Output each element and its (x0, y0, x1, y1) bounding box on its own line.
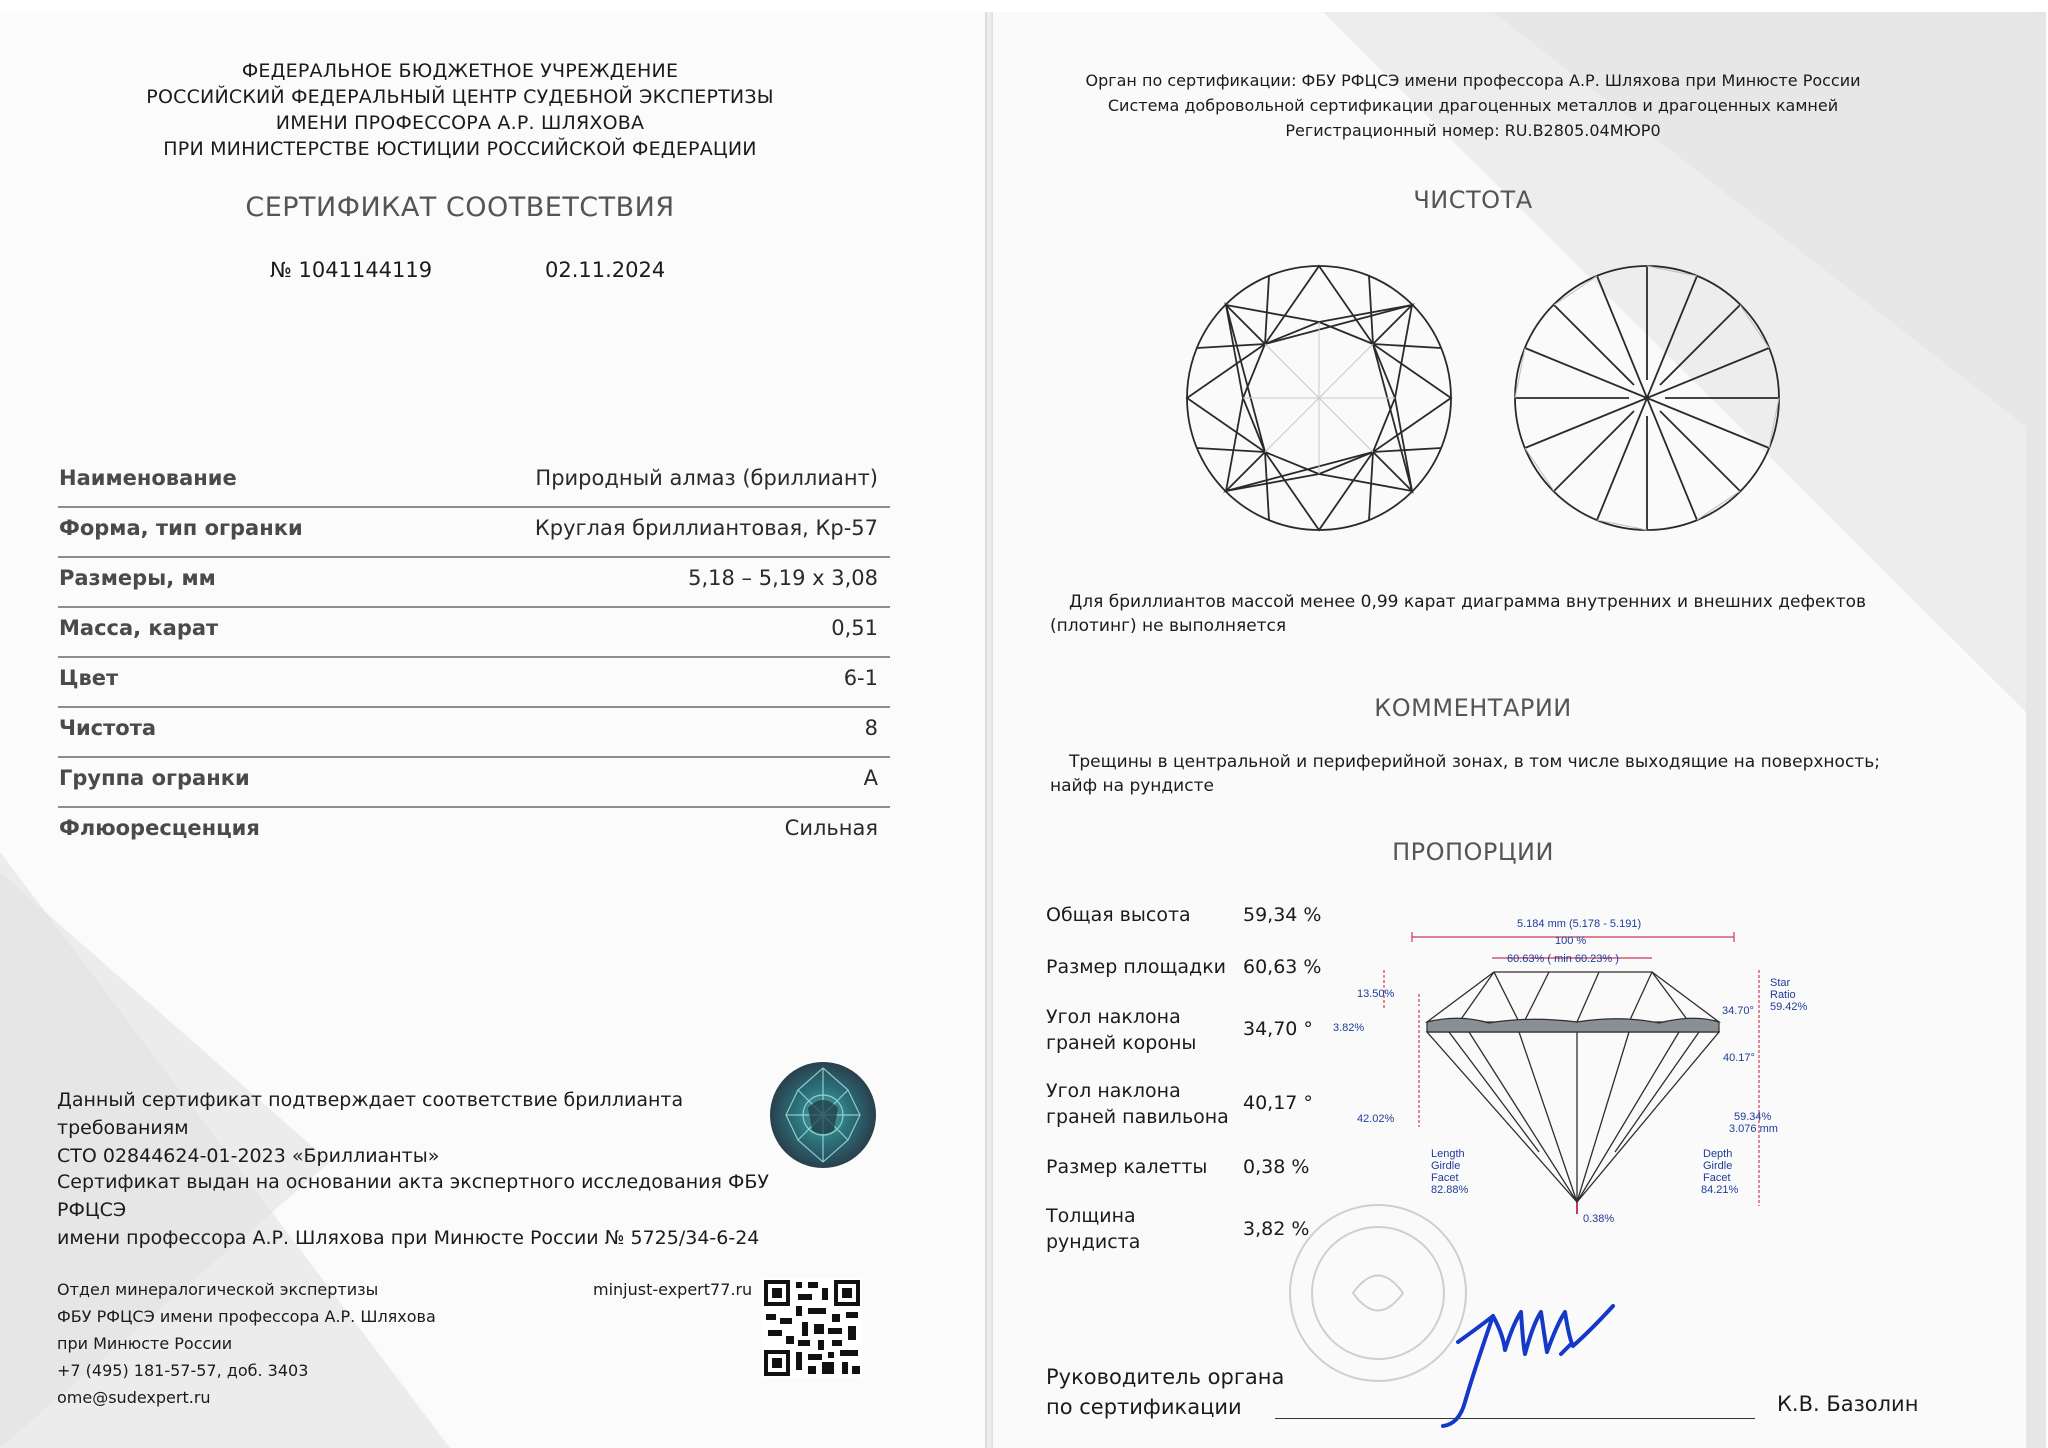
spec-row-dimensions (58, 556, 890, 608)
spec-row-name (58, 456, 890, 508)
handwritten-signature (1413, 1294, 1643, 1434)
spec-value: 0,51 (831, 616, 878, 640)
diamond-crown-diagram (1181, 260, 1457, 536)
diamond-pavilion-diagram (1509, 260, 1785, 536)
spec-label: Группа огранки (59, 766, 250, 790)
spec-row-clarity (58, 706, 890, 758)
prop-value: 3,82 % (1243, 1218, 1310, 1240)
depth-girdle-label: Girdle (1703, 1160, 1733, 1172)
prop-label: Угол наклона (1046, 1006, 1181, 1028)
spec-label: Цвет (59, 666, 119, 690)
clarity-note-line: (плотинг) не выполняется (1050, 616, 1287, 636)
total-depth-label: 59.34% (1734, 1111, 1772, 1123)
contact-line: при Минюсте России (57, 1334, 233, 1353)
star-ratio-label: Ratio (1770, 989, 1796, 1001)
depth-girdle-label: Facet (1703, 1172, 1731, 1184)
institution-line: ПРИ МИНИСТЕРСТВЕ ЮСТИЦИИ РОССИЙСКОЙ ФЕДЕРАЦИИ (163, 138, 757, 160)
background-shading (993, 12, 2046, 1448)
spec-value: A (863, 766, 878, 790)
proportions-heading: ПРОПОРЦИИ (1392, 838, 1554, 866)
spec-label: Форма, тип огранки (59, 516, 303, 540)
comments-line: найф на рундисте (1050, 776, 1214, 796)
prop-value: 40,17 ° (1243, 1092, 1313, 1114)
signatory-name: К.В. Базолин (1777, 1392, 1919, 1416)
certificate-date: 02.11.2024 (545, 258, 666, 282)
pavilion-depth-label: 42.02% (1357, 1113, 1395, 1125)
prop-value: 34,70 ° (1243, 1018, 1313, 1040)
spec-row-shape (58, 506, 890, 558)
certificate-number: № 1041144119 (270, 258, 433, 282)
spec-label: Флюоресценция (59, 816, 260, 840)
spec-row-mass (58, 606, 890, 658)
certificate-title: СЕРТИФИКАТ СООТВЕТСТВИЯ (245, 192, 675, 223)
contact-line: +7 (495) 181-57-57, доб. 3403 (57, 1361, 309, 1380)
star-ratio-value: 59.42% (1770, 1001, 1808, 1013)
website-link[interactable]: minjust-expert77.ru (593, 1280, 753, 1299)
certificate-front-page (0, 12, 985, 1448)
signatory-title (1046, 1362, 1284, 1422)
prop-value: 59,34 % (1243, 904, 1322, 926)
star-ratio-label: Star (1770, 977, 1791, 989)
institution-line: ФЕДЕРАЛЬНОЕ БЮДЖЕТНОЕ УЧРЕЖДЕНИЕ (241, 60, 679, 82)
contact-line: ФБУ РФЦСЭ имени профессора А.Р. Шляхова (57, 1307, 436, 1326)
proportions-profile-diagram (1333, 902, 1808, 1225)
spec-value: Круглая бриллиантовая, Кр-57 (534, 516, 878, 540)
culet-label: 0.38% (1583, 1213, 1615, 1225)
clarity-note (1050, 590, 1895, 638)
total-depth-mm: 3.076 mm (1729, 1123, 1778, 1135)
hologram-seal (768, 1060, 878, 1170)
spec-value: Природный алмаз (бриллиант) (535, 466, 878, 490)
conformity-statement (57, 1086, 777, 1170)
issued-line: Сертификат выдан на основании акта экспертного исследования ФБУ РФЦСЭ (57, 1171, 769, 1221)
length-girdle-value: 82.88% (1431, 1184, 1469, 1196)
prop-value: 0,38 % (1243, 1156, 1310, 1178)
spec-value: 8 (864, 716, 878, 740)
depth-girdle-value: 84.21% (1701, 1184, 1739, 1196)
spec-row-fluorescence (58, 806, 890, 856)
conformity-line: Данный сертификат подтверждает соответствие бриллианта требованиям (57, 1089, 684, 1139)
prop-label: Размер площадки (1046, 956, 1227, 978)
length-girdle-label: Facet (1431, 1172, 1459, 1184)
prop-label: Размер калетты (1046, 1156, 1208, 1178)
crown-height-label: 13.50% (1357, 988, 1395, 1000)
clarity-note-line: Для бриллиантов массой менее 0,99 карат диаграмма внутренних и внешних дефектов (1069, 592, 1867, 612)
qr-code[interactable] (762, 1278, 862, 1378)
prop-label: рундиста (1046, 1231, 1141, 1253)
certification-body-header (993, 68, 1953, 143)
prop-label: Толщина (1046, 1205, 1136, 1227)
spec-value: 5,18 – 5,19 x 3,08 (688, 566, 878, 590)
spec-row-color (58, 656, 890, 708)
department-contacts (57, 1276, 477, 1411)
spec-row-cut-group (58, 756, 890, 808)
header-line: Система добровольной сертификации драгоценных металлов и драгоценных камней (1107, 96, 1839, 115)
prop-value: 60,63 % (1243, 956, 1322, 978)
spec-label: Наименование (59, 466, 237, 490)
conformity-line: СТО 02844624-01-2023 «Бриллианты» (57, 1145, 440, 1167)
length-girdle-label: Girdle (1431, 1160, 1461, 1172)
spec-value: Сильная (784, 816, 878, 840)
clarity-heading: ЧИСТОТА (1413, 186, 1533, 214)
issued-statement (57, 1168, 817, 1252)
table-label: 60.63% ( min 60.23% ) (1507, 953, 1619, 965)
issued-line: имени профессора А.Р. Шляхова при Минюсте России № 5725/34-6-24 (57, 1227, 760, 1249)
contact-email[interactable]: ome@sudexpert.ru (57, 1388, 211, 1407)
comments-line: Трещины в центральной и периферийной зонах, в том числе выходящие на поверхность; (1069, 752, 1880, 772)
spec-value: 6-1 (843, 666, 878, 690)
width-label: 100 % (1555, 935, 1587, 947)
institution-block (60, 58, 860, 162)
signatory-line: по сертификации (1046, 1395, 1242, 1419)
prop-label: граней павильона (1046, 1106, 1229, 1128)
header-line: Регистрационный номер: RU.B2805.04МЮР0 (1285, 121, 1661, 140)
length-girdle-label: Length (1431, 1148, 1465, 1160)
header-line: Орган по сертификации: ФБУ РФЦСЭ имени профессора А.Р. Шляхова при Минюсте России (1085, 71, 1861, 90)
comments-text (1050, 750, 1895, 798)
crown-angle-label: 34.70° (1722, 1005, 1754, 1017)
spec-label: Размеры, мм (59, 566, 216, 590)
signatory-line: Руководитель органа (1046, 1365, 1285, 1389)
certificate-back-page (993, 12, 2046, 1448)
contact-line: Отдел минералогической экспертизы (57, 1280, 379, 1299)
page-fold (985, 12, 993, 1448)
prop-label: граней короны (1046, 1032, 1197, 1054)
spec-label: Масса, карат (59, 616, 219, 640)
depth-girdle-label: Depth (1703, 1148, 1733, 1160)
comments-heading: КОММЕНТАРИИ (1374, 694, 1572, 722)
diameter-label: 5.184 mm (5.178 - 5.191) (1517, 918, 1642, 930)
institution-line: ИМЕНИ ПРОФЕССОРА А.Р. ШЛЯХОВА (275, 112, 645, 134)
girdle-label: 3.82% (1333, 1022, 1365, 1034)
pavilion-angle-label: 40.17° (1723, 1052, 1755, 1064)
spec-label: Чистота (59, 716, 157, 740)
prop-label: Угол наклона (1046, 1080, 1181, 1102)
prop-label: Общая высота (1046, 904, 1191, 926)
institution-line: РОССИЙСКИЙ ФЕДЕРАЛЬНЫЙ ЦЕНТР СУДЕБНОЙ ЭКСПЕРТИЗЫ (146, 86, 774, 108)
